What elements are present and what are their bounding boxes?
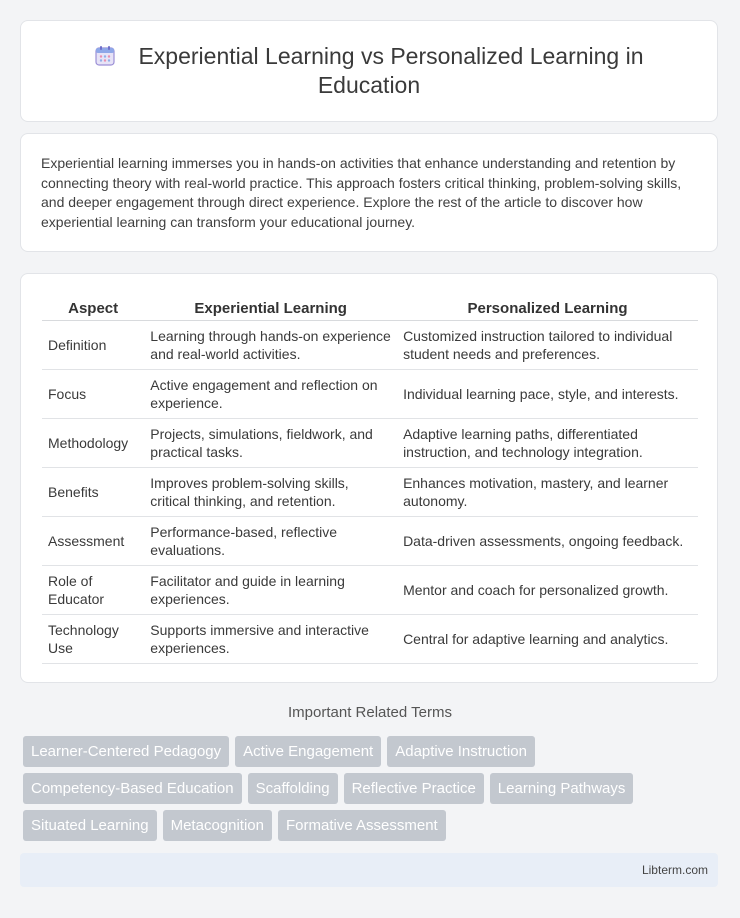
table-row (42, 468, 698, 517)
table-cell-aspect: Role of Educator (42, 566, 144, 615)
tag-row (23, 810, 723, 841)
comparison-table-card (20, 273, 718, 683)
table-header-cell: Aspect (42, 296, 144, 321)
page-title: Experiential Learning vs Personalized Learning in Education (138, 43, 644, 98)
title-card (20, 20, 718, 122)
table-header-cell: Personalized Learning (397, 296, 698, 321)
tag-row (23, 773, 723, 804)
related-terms-title: Important Related Terms (288, 704, 452, 721)
tag-situated-learning[interactable]: Situated Learning (23, 810, 157, 841)
comparison-table (42, 296, 698, 664)
table-cell-aspect: Methodology (42, 419, 144, 468)
table-row (42, 419, 698, 468)
table-row (42, 370, 698, 419)
table-row (42, 615, 698, 664)
table-row (42, 566, 698, 615)
table-cell-personalized: Adaptive learning paths, differentiated instruction, and technology integration. (397, 419, 698, 468)
tag-reflective-practice[interactable]: Reflective Practice (344, 773, 484, 804)
tag-adaptive-instruction[interactable]: Adaptive Instruction (387, 736, 535, 767)
table-cell-experiential: Active engagement and reflection on experience. (144, 370, 397, 419)
table-cell-personalized: Enhances motivation, mastery, and learner autonomy. (397, 468, 698, 517)
tag-learning-pathways[interactable]: Learning Pathways (490, 773, 634, 804)
table-row (42, 517, 698, 566)
tag-metacognition[interactable]: Metacognition (163, 810, 272, 841)
table-cell-aspect: Technology Use (42, 615, 144, 664)
footer-site-link[interactable]: Libterm.com (641, 863, 708, 877)
table-cell-aspect: Benefits (42, 468, 144, 517)
table-cell-experiential: Facilitator and guide in learning experiences. (144, 566, 397, 615)
table-cell-experiential: Supports immersive and interactive experiences. (144, 615, 397, 664)
table-cell-personalized: Individual learning pace, style, and interests. (397, 370, 698, 419)
calendar-icon (94, 45, 116, 67)
table-header-row (42, 296, 698, 321)
table-cell-personalized: Mentor and coach for personalized growth. (397, 566, 698, 615)
tag-active-engagement[interactable]: Active Engagement (235, 736, 381, 767)
related-terms-list (23, 736, 723, 847)
tag-scaffolding[interactable]: Scaffolding (248, 773, 338, 804)
page-title-wrapper (69, 42, 669, 100)
footer (20, 853, 718, 887)
table-cell-experiential: Performance-based, reflective evaluations. (144, 517, 397, 566)
table-cell-aspect: Definition (42, 321, 144, 370)
intro-card (20, 133, 718, 252)
tag-learner-centered-pedagogy[interactable]: Learner-Centered Pedagogy (23, 736, 229, 767)
table-cell-personalized: Central for adaptive learning and analytics. (397, 615, 698, 664)
table-header-cell: Experiential Learning (144, 296, 397, 321)
table-cell-experiential: Projects, simulations, fieldwork, and practical tasks. (144, 419, 397, 468)
table-row (42, 321, 698, 370)
table-cell-personalized: Customized instruction tailored to individual student needs and preferences. (397, 321, 698, 370)
tag-formative-assessment[interactable]: Formative Assessment (278, 810, 446, 841)
intro-paragraph: Experiential learning immerses you in hands-on activities that enhance understanding and retention by connecting theory with real-world practice. This approach fosters critical thinking, problem-solving skills, and deeper engagement through direct experience. Explore the rest of the article to discover how experiential learning can transform your educational journey. (41, 155, 682, 230)
table-cell-experiential: Improves problem-solving skills, critical thinking, and retention. (144, 468, 397, 517)
table-cell-personalized: Data-driven assessments, ongoing feedback. (397, 517, 698, 566)
tag-competency-based-education[interactable]: Competency-Based Education (23, 773, 242, 804)
table-cell-experiential: Learning through hands-on experience and real-world activities. (144, 321, 397, 370)
tag-row (23, 736, 723, 767)
table-cell-aspect: Assessment (42, 517, 144, 566)
table-cell-aspect: Focus (42, 370, 144, 419)
